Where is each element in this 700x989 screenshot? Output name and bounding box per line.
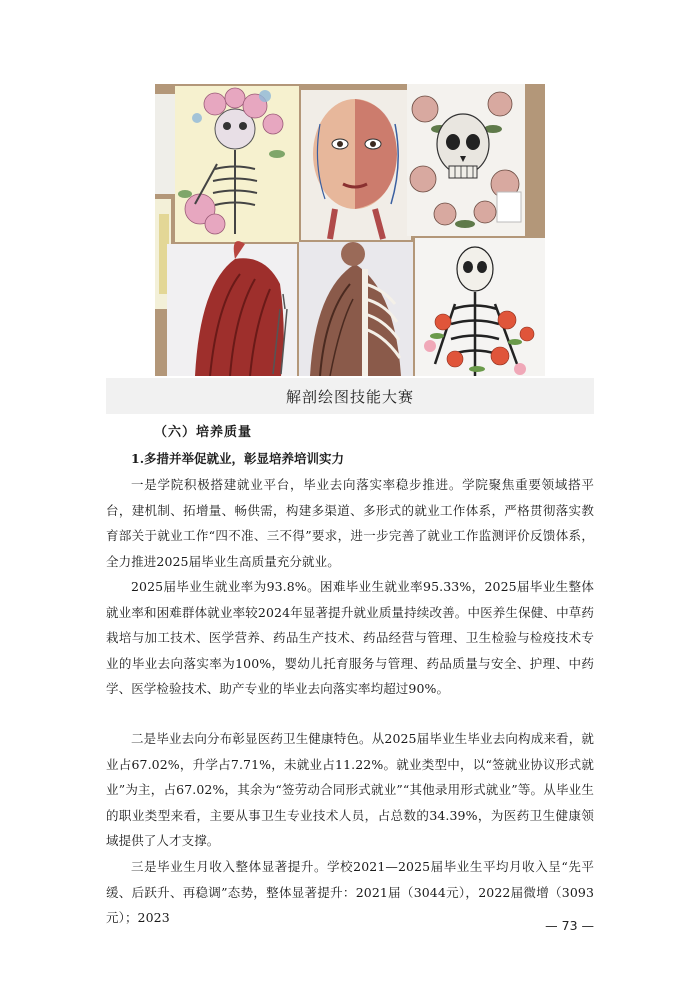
figure-caption-bar: [106, 378, 594, 414]
back-muscles-drawing: [167, 241, 297, 376]
subsection-heading: 1.多措并举促就业，彰显培养培训实力: [131, 451, 345, 466]
page-number: — 73 —: [545, 918, 594, 933]
back-skeleton-drawing: [299, 242, 413, 376]
section-heading: （六）培养质量: [154, 425, 253, 440]
paragraph: 二是毕业去向分布彰显医药卫生健康特色。从2025届毕业生毕业去向构成来看，就业占67.02%，升学占7.71%，未就业占11.22%。就业类型中，以“签就业协议形式就业”为主，占67.02%，其余为“签劳动合同形式就业”“其他录用形式就业”等。从毕业生的职业类型来看，主要从事卫生专业技术人员，占总数的34.39%，为医药卫生健康领域提供了人才支撑。: [106, 731, 594, 848]
skull-flowers-drawing: [407, 84, 525, 236]
paragraph: 一是学院积极搭建就业平台，毕业去向落实率稳步推进。学院聚焦重要领域搭平台，建机制、拓增量、畅供需，构建多渠道、多形式的就业工作体系，严格贯彻落实教育部关于就业工作“四不准、三不得”要求，进一步完善了就业工作监测评价反馈体系，全力推进2025届毕业生高质量充分就业。: [106, 477, 594, 569]
paragraph: 2025届毕业生就业率为93.8%。困难毕业生就业率95.33%，2025届毕业生整体就业率和困难群体就业率较2024年显著提升就业质量持续改善。中医养生保健、中草药栽培与加工技术、医学营养、药品生产技术、药品经营与管理、卫生检验与检疫技术专业的毕业去向落实率为100%，婴幼儿托育服务与管理、药品质量与安全、护理、中药学、医学检验技术、助产专业的毕业去向落实率均超过90%。: [106, 579, 594, 696]
face-anatomy-drawing: [301, 90, 411, 240]
anatomy-drawings-photo: [155, 84, 545, 376]
skeleton-flowers-drawing: [415, 238, 545, 376]
skeleton-roses-drawing: [175, 86, 299, 242]
figure-caption: 解剖绘图技能大赛: [285, 387, 414, 406]
paragraph: 三是毕业生月收入整体显著提升。学校2021—2025届毕业生平均月收入呈“先平缓、后跃升、再稳调”态势，整体显著提升：2021届（3044元），2022届微增（3093元）；2023: [106, 859, 594, 925]
